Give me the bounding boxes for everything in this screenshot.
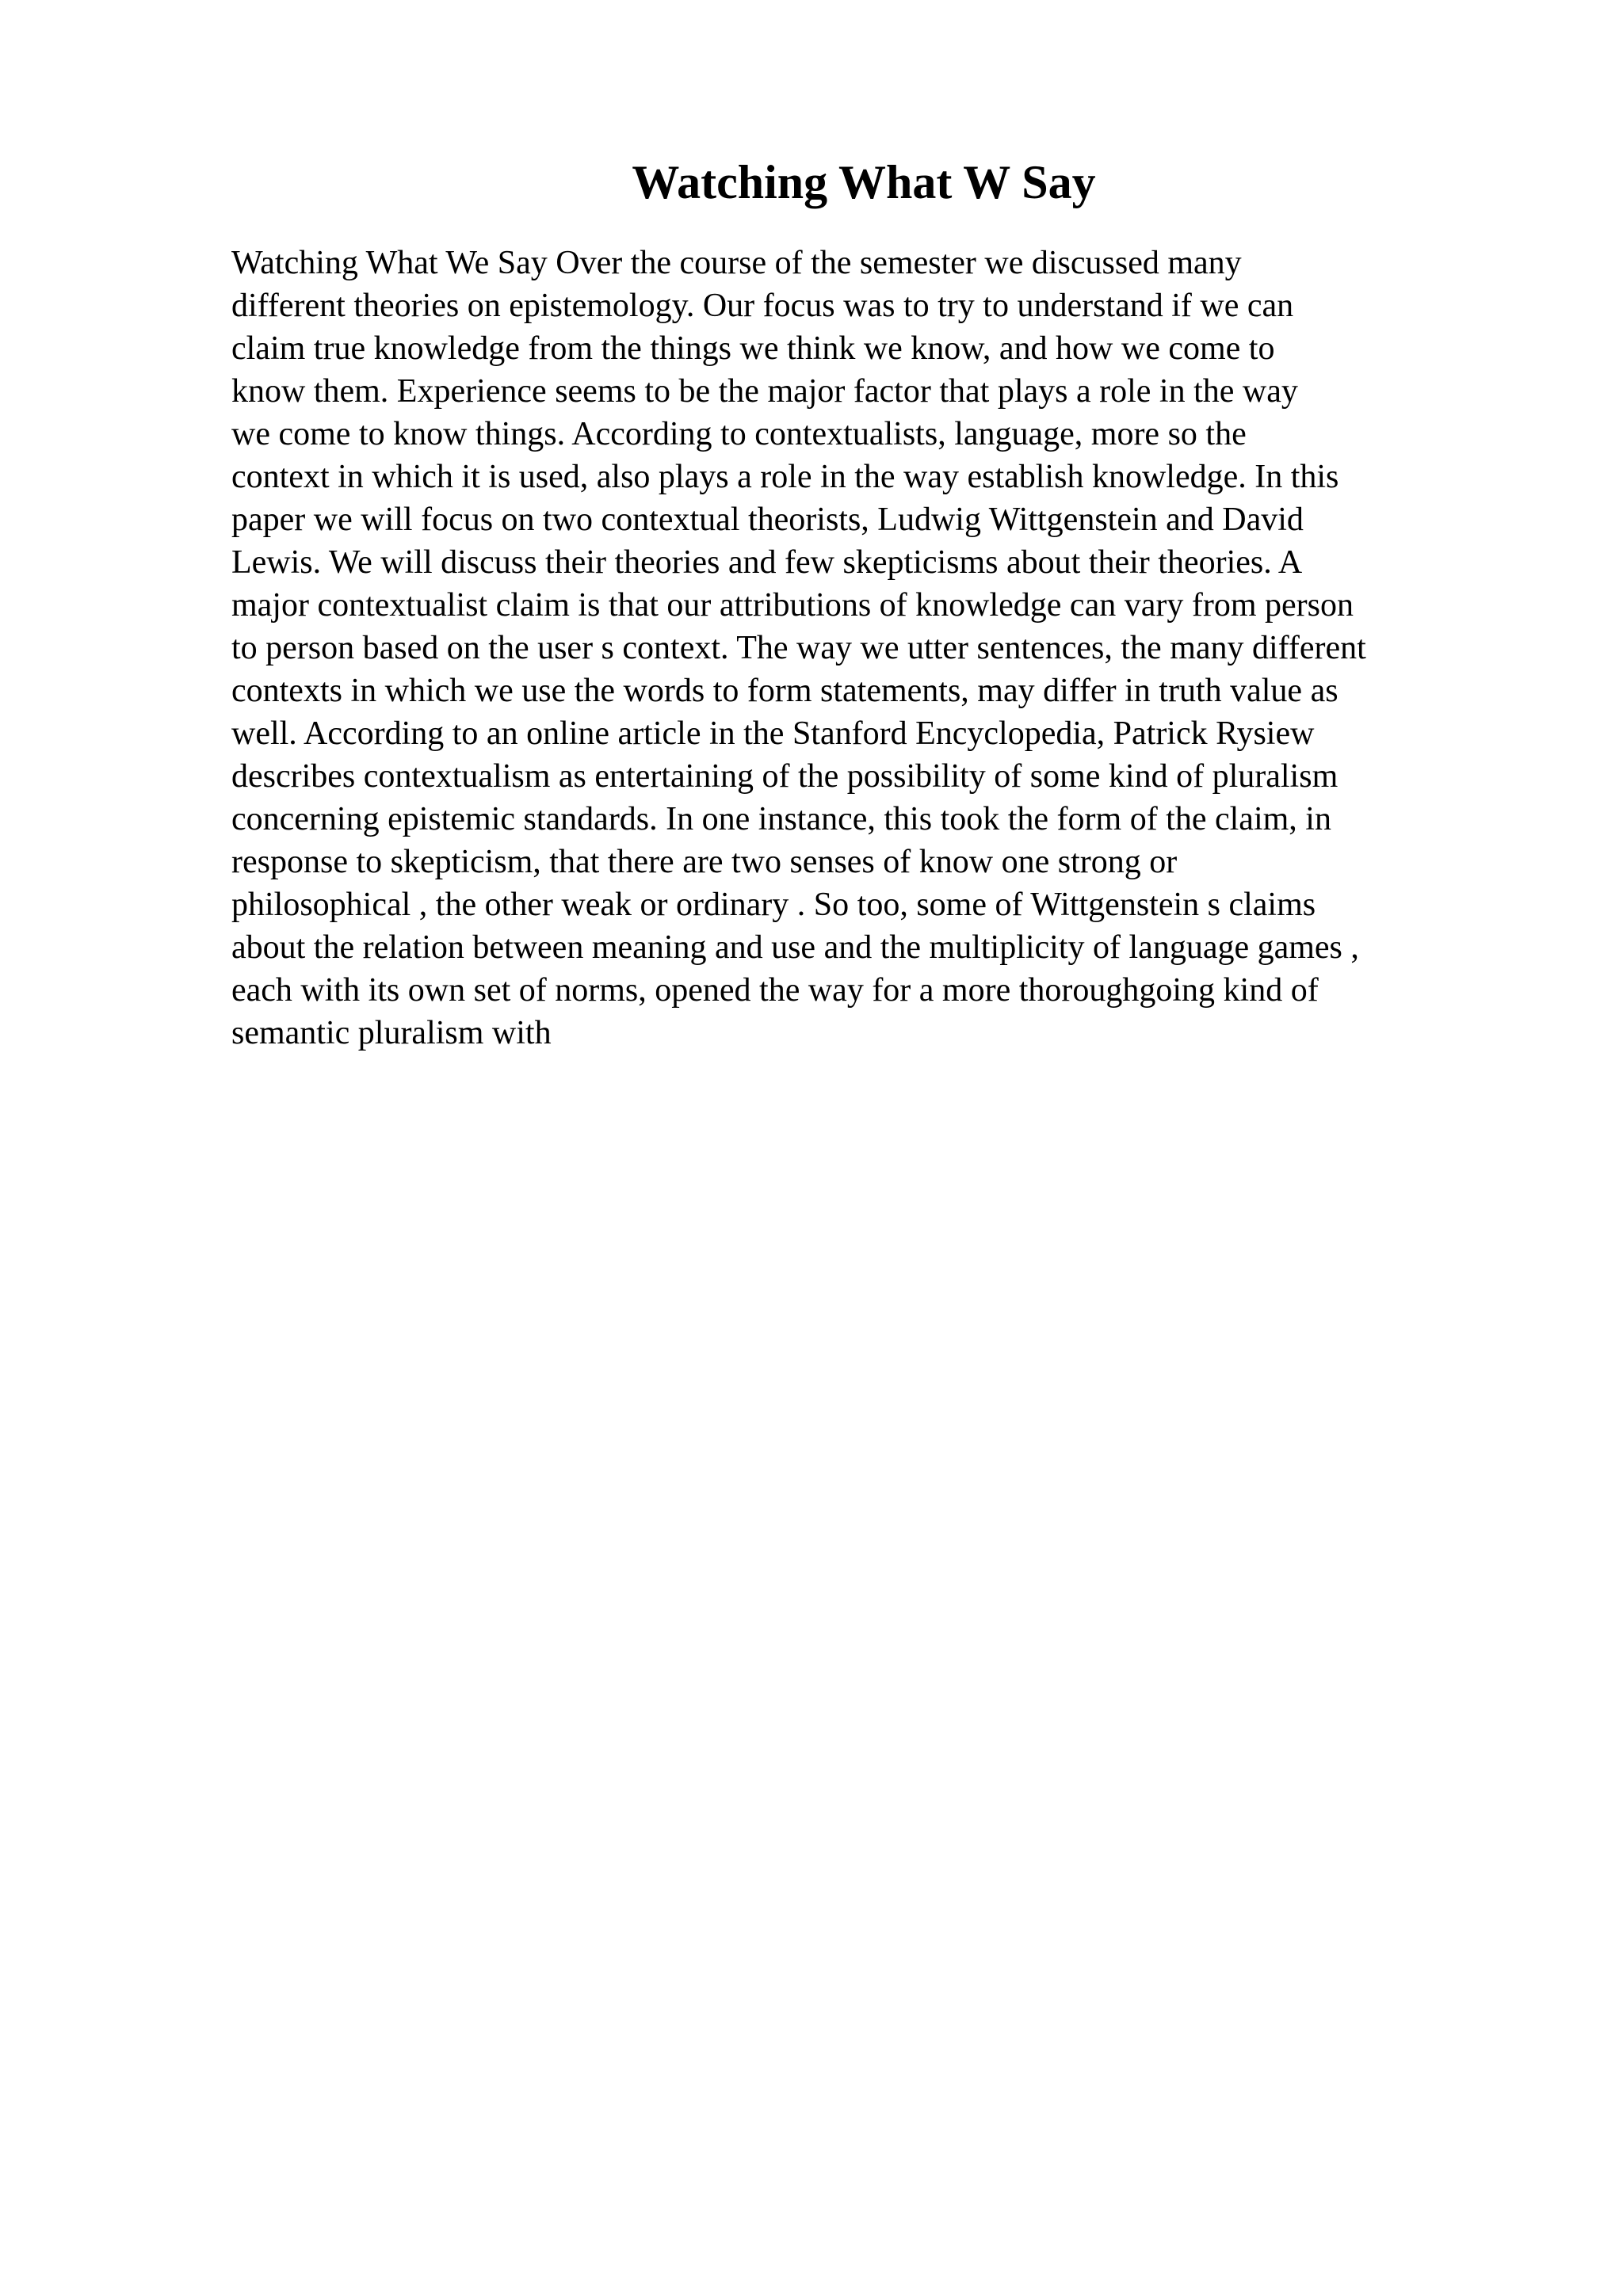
body-line: major contextualist claim is that our attributions of knowledge can vary from person [231, 587, 1354, 624]
document-body [231, 242, 1499, 1055]
body-line: Watching What We Say Over the course of the semester we discussed many [231, 245, 1242, 281]
body-line: contexts in which we use the words to form statements, may differ in truth value as [231, 673, 1338, 709]
body-line: different theories on epistemology. Our focus was to try to understand if we can [231, 288, 1294, 324]
body-line: each with its own set of norms, opened the way for a more thoroughgoing kind of [231, 972, 1319, 1009]
document-title: Watching What W Say [632, 156, 1096, 208]
body-line: semantic pluralism with [231, 1015, 552, 1051]
body-line: response to skepticism, that there are two senses of know one strong or [231, 844, 1178, 880]
body-line: paper we will focus on two contextual theorists, Ludwig Wittgenstein and David [231, 502, 1304, 538]
body-line: context in which it is used, also plays a role in the way establish knowledge. In this [231, 459, 1339, 495]
body-line: philosophical , the other weak or ordinary . So too, some of Wittgenstein s claims [231, 887, 1316, 923]
body-line: Lewis. We will discuss their theories and few skepticisms about their theories. A [231, 544, 1303, 581]
body-line: well. According to an online article in the Stanford Encyclopedia, Patrick Rysiew [231, 715, 1315, 752]
body-line: know them. Experience seems to be the major factor that plays a role in the way [231, 373, 1298, 410]
body-line: concerning epistemic standards. In one instance, this took the form of the claim, in [231, 801, 1331, 837]
body-line: claim true knowledge from the things we think we know, and how we come to [231, 330, 1275, 367]
body-line: we come to know things. According to contextualists, language, more so the [231, 416, 1247, 452]
body-line: about the relation between meaning and use and the multiplicity of language games , [231, 929, 1359, 966]
body-line: to person based on the user s context. The way we utter sentences, the many different [231, 630, 1366, 666]
body-line: describes contextualism as entertaining of the possibility of some kind of pluralism [231, 758, 1338, 795]
